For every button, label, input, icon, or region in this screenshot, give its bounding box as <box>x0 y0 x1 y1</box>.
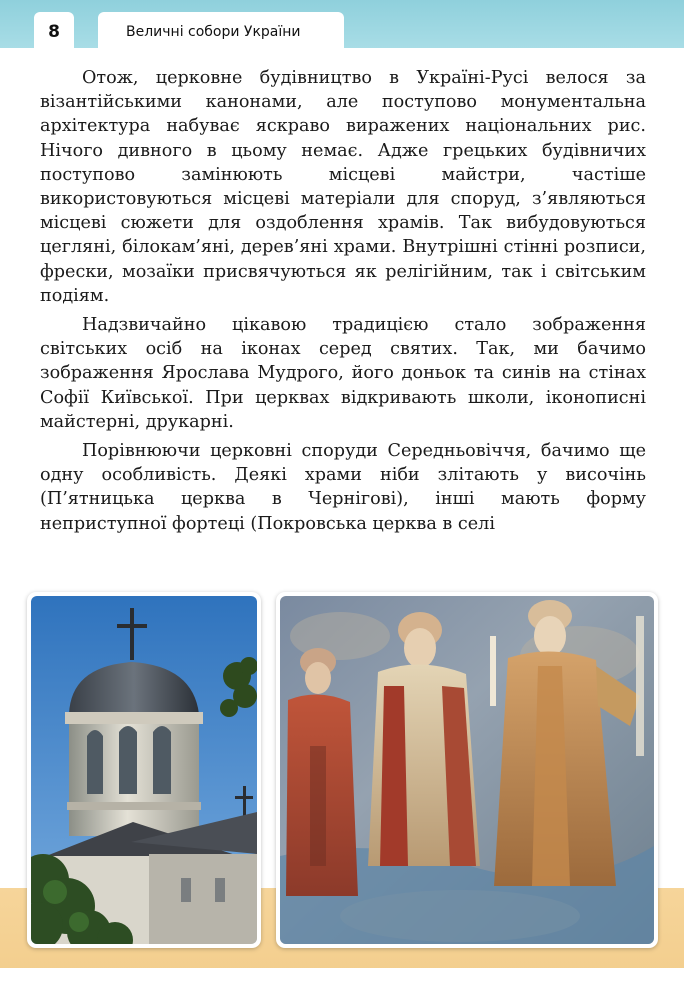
church-dome-with-cross-icon <box>31 596 257 944</box>
paragraph-1: Отож, церковне будівництво в Україні-Русі велося за візантійськими канонами, але поступово монументальна архітектура набуває яскраво виражених національних рис. Нічого дивного в цьому немає. Адже грецьких будівничих поступово замінюють місцеві майстри, частіше використовуються місцеві матеріали для споруд, з’являються місцеві сюжети для оздоблення храмів. Так вибудовуються цегляні, білокам’яні, дерев’яні храми. Внутрішні стінні розписи, фрески, мозаїки присвячуються як релігійним, так і світським подіям. <box>40 68 646 306</box>
paragraph-3: Порівнюючи церковні споруди Середньовіччя, бачимо ще одну особливість. Деякі храми ніби злітають у височінь (П’ятницька церква в Чернігові), інші мають форму неприступної фортеці (Покровська церква в селі <box>40 441 646 534</box>
running-title: Величні собори України <box>98 12 344 52</box>
paragraph-2: Надзвичайно цікавою традицією стало зображення світських осіб на іконах серед святих. Так, ми бачимо зображення Ярослава Мудрого, його доньок та синів на стінах Софії Київської. При церквах відкривають школи, іконописні майстерні, друкарні. <box>40 315 646 432</box>
church-photo <box>27 592 261 948</box>
fresco-three-figures-icon <box>280 596 654 944</box>
body-text <box>40 66 646 536</box>
fresco-photo <box>276 592 658 948</box>
page-number: 8 <box>34 12 74 52</box>
page-bottom-margin <box>0 968 684 1000</box>
